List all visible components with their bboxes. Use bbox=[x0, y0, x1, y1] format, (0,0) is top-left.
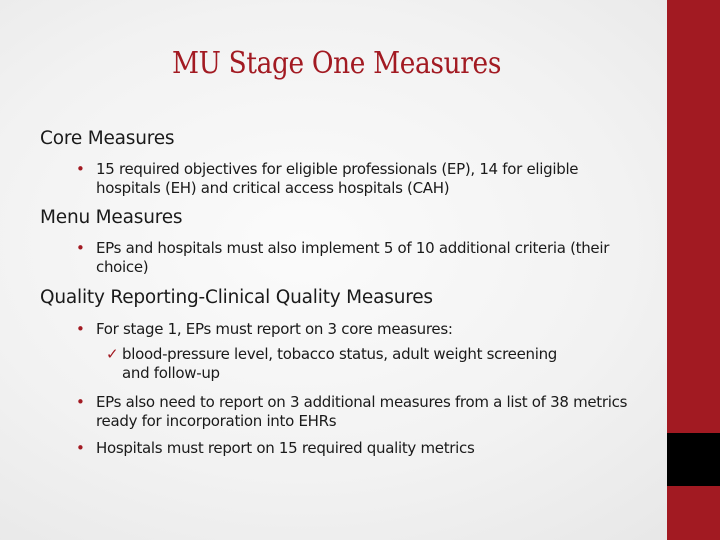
bullet-text: Hospitals must report on 15 required quality metrics bbox=[96, 439, 475, 457]
bullet-icon: • bbox=[76, 393, 85, 411]
bullet-icon: • bbox=[76, 439, 85, 457]
check-item-measures-list bbox=[106, 345, 586, 383]
section-heading-quality-reporting: Quality Reporting-Clinical Quality Measures bbox=[40, 287, 433, 308]
bullet-icon: • bbox=[76, 160, 85, 178]
bullet-text: EPs also need to report on 3 additional measures from a list of 38 metrics ready for incorporation into EHRs bbox=[96, 393, 628, 430]
bullet-text: 15 required objectives for eligible professionals (EP), 14 for eligible hospitals (EH) and critical access hospitals (CAH) bbox=[96, 160, 579, 197]
bullet-additional-measures bbox=[76, 393, 636, 431]
bullet-core-measures bbox=[76, 160, 636, 198]
section-heading-core-measures: Core Measures bbox=[40, 128, 175, 149]
section-heading-menu-measures: Menu Measures bbox=[40, 207, 183, 228]
check-item-text: blood-pressure level, tobacco status, adult weight screening and follow-up bbox=[122, 345, 558, 382]
slide-title: MU Stage One Measures bbox=[171, 46, 502, 81]
bullet-text: For stage 1, EPs must report on 3 core measures: bbox=[96, 320, 453, 338]
bullet-menu-measures bbox=[76, 239, 636, 277]
bullet-icon: • bbox=[76, 320, 85, 338]
sidebar-black-block bbox=[667, 433, 720, 486]
bullet-icon: • bbox=[76, 239, 85, 257]
checkmark-icon: ✓ bbox=[106, 345, 119, 363]
bullet-text: EPs and hospitals must also implement 5 of 10 additional criteria (their choice) bbox=[96, 239, 610, 276]
bullet-stage1-core-measures bbox=[76, 320, 636, 339]
bullet-hospital-metrics bbox=[76, 439, 636, 458]
